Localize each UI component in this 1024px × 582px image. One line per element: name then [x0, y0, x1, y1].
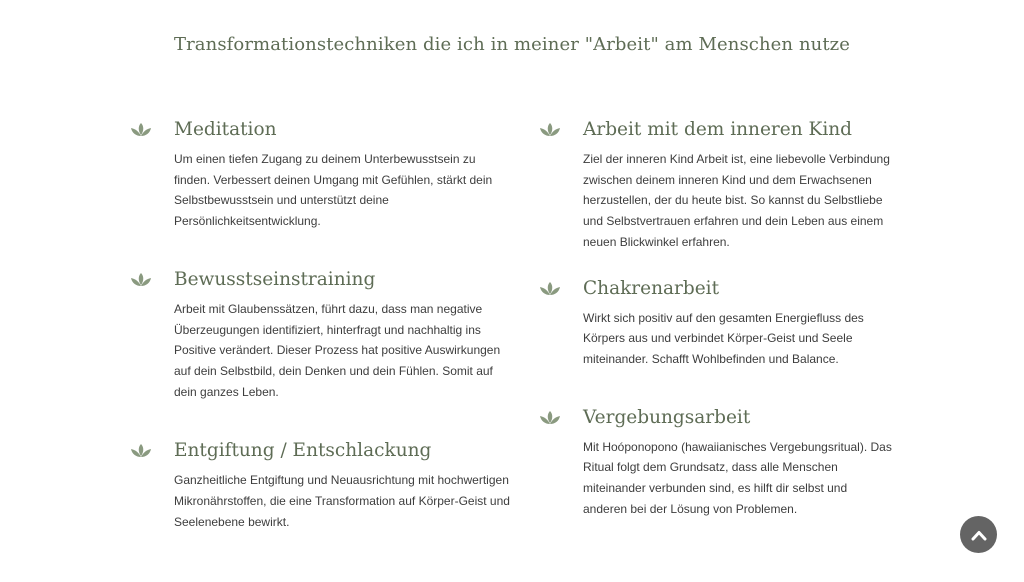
lotus-icon [130, 122, 152, 138]
technique-entgiftung [130, 437, 510, 532]
technique-description: Arbeit mit Glaubenssätzen, führt dazu, dass man negative Überzeugungen identifiziert, hinterfragt und nachhaltig ins Positive verändert. Dieser Prozess hat positive Auswirkungen auf dein Selbstbild, dein Denken und dein Fühlen. Somit auf dein ganzes Leben. [174, 301, 501, 399]
techniques-right-column [539, 116, 894, 519]
technique-title: Meditation [174, 119, 277, 140]
technique-bewusstseinstraining [130, 266, 510, 403]
lotus-icon [130, 443, 152, 459]
techniques-left-column [130, 116, 510, 532]
technique-title: Vergebungsarbeit [583, 406, 751, 428]
lotus-icon [130, 272, 152, 288]
technique-meditation [130, 116, 510, 232]
lotus-icon [539, 410, 561, 426]
technique-title: Chakrenarbeit [583, 277, 720, 299]
technique-description: Wirkt sich positiv auf den gesamten Energiefluss des Körpers aus und verbindet Körper-Geist und Seele miteinander. Schafft Wohlbefinden und Balance. [583, 310, 864, 366]
technique-description: Ziel der inneren Kind Arbeit ist, eine liebevolle Verbindung zwischen deinem inneren Kind und dem Erwachsenen herzustellen, der du heute bist. So kannst du Selbstliebe und Selbstvertrauen erfahren und dein Leben aus einem neuen Blickwinkel erfahren. [583, 152, 890, 249]
technique-description: Mit Hoóponopono (hawaiianisches Vergebungsritual). Das Ritual folgt dem Grundsatz, dass alle Menschen miteinander verbunden sind, es hilft dir selbst und anderen bei der Lösung von Problemen. [583, 439, 892, 516]
technique-title: Arbeit mit dem inneren Kind [583, 119, 852, 140]
technique-inneres-kind [539, 116, 894, 253]
lotus-icon [539, 122, 561, 138]
technique-chakrenarbeit [539, 275, 894, 370]
technique-description: Um einen tiefen Zugang zu deinem Unterbewusstsein zu finden. Verbessert deinen Umgang mit Gefühlen, stärkt dein Selbstbewusstsein und unterstützt deine Persönlichkeitsentwicklung. [174, 152, 493, 229]
technique-title: Entgiftung / Entschlackung [174, 440, 432, 462]
technique-description: Ganzheitliche Entgiftung und Neuausrichtung mit hochwertigen Mikronährstoffen, die eine Transformation auf Körper-Geist und Seelenebene bewirkt. [174, 473, 510, 529]
scroll-to-top-button[interactable] [960, 516, 997, 553]
technique-vergebungsarbeit [539, 404, 894, 520]
lotus-icon [539, 281, 561, 297]
chevron-up-icon [971, 529, 987, 541]
page-title: Transformationstechniken die ich in meiner "Arbeit" am Menschen nutze [173, 34, 851, 55]
technique-title: Bewusstseinstraining [174, 268, 376, 290]
